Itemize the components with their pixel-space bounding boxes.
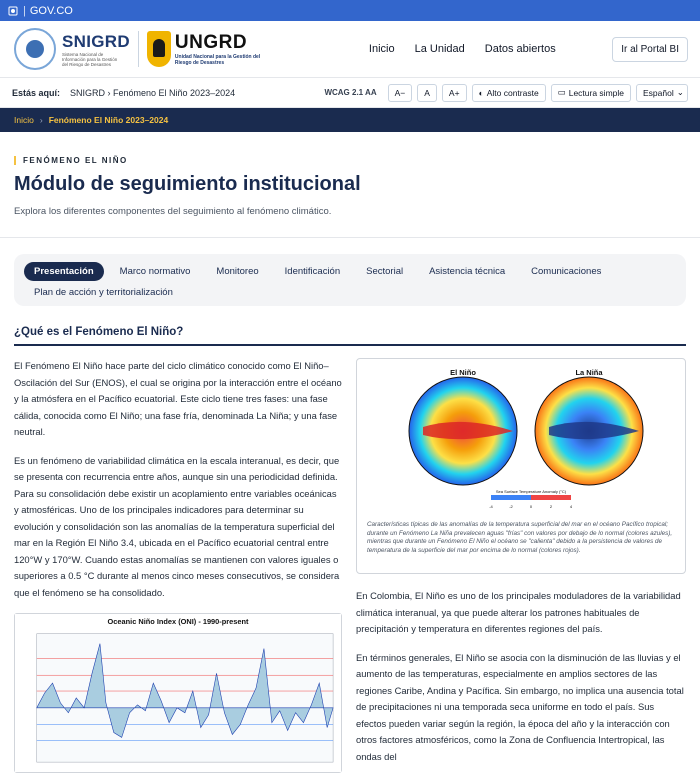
oni-chart-image [14,613,342,773]
contrast-icon: ◐ [478,87,484,98]
hero-eyebrow: FENÓMENO EL NIÑO [14,156,686,165]
tab-presentacion[interactable]: Presentación [24,262,104,281]
tab-plan-de-accion[interactable]: Plan de acción y territorialización [34,287,173,298]
breadcrumb-current: Fenómeno El Niño 2023–2024 [48,115,169,125]
tab-sectorial[interactable]: Sectorial [366,266,404,277]
tab-monitoreo[interactable]: Monitoreo [216,266,259,277]
tab-asistencia-tecnica[interactable]: Asistencia técnica [429,266,506,277]
scale-tick: -2 [509,504,513,509]
snigrd-emblem-icon [14,28,56,70]
snigrd-logo[interactable] [14,28,130,70]
simple-read-button[interactable] [551,84,631,102]
enso-globes-graphic [363,365,681,515]
chevron-down-icon: ⌄ [676,87,684,97]
breadcrumb-chevron-icon: › [39,115,43,125]
content-columns [14,358,686,777]
site-header [0,21,700,78]
breadcrumb [0,108,700,132]
enso-globes-image [363,365,679,515]
font-decrease-button[interactable]: A− [388,84,413,102]
scale-tick: -4 [489,504,493,509]
scale-label: Sea Surface Temperature Anomaly (°C) [495,489,567,494]
tab-list [24,262,676,302]
gov-bar [0,0,700,21]
accessibility-tools [324,84,688,102]
figure-caption: Características típicas de las anomalías de la temperatura superficial del mar en el océano Pacífico tropical; durante un Fenómeno La Niña prevalecen aguas "frías" con valores por debajo de lo normal (colores azules), mientras que durante un Fenómeno El Niño el océano se "calienta" debido a la persistencia de valores de temperatura de la superficie del mar por encima de lo normal (colores rojos). [367,521,673,554]
simple-read-label: Lectura simple [568,87,624,98]
font-increase-button[interactable]: A+ [442,84,467,102]
right-column [356,358,686,777]
high-contrast-label: Alto contraste [486,87,539,98]
book-icon: ▭ [557,87,566,97]
colombia-paragraph-2: En términos generales, El Niño se asocia con la disminución de las lluvias y el aumento de las temperaturas, especialmente en amplios sectores de las regiones Caribe, Andina y Pacífica. Sin embargo, no implica una ausencia total de precipitaciones ni una temporada seca uniforme en todo el país. Sus efectos pueden variar según la región, la época del año y la interacción con otros factores atmosféricos, como la Zona de Confluencia Intertropical, las ondas del [356,651,684,762]
oni-chart-graphic [15,614,341,772]
intro-paragraph-2: Es un fenómeno de variabilidad climática en la escala interanual, es decir, que se presenta con recurrencia entre años, aunque sin una periodicidad definida. Para su consolidación debe existir un acoplamiento entre variables oceánicas y atmosféricas. Uno de los principales indicadores para determinar su evolución y consolidación son las anomalías de la temperatura superficial del mar en la Región El Niño 3.4, ubicada en el Pacífico ecuatorial central entre 120°W y 170°W. Cuando estas anomalías se mantienen con valores iguales o superiores a 0.5 °C durante al menos cinco meses consecutivos, se considera que el fenómeno se ha consolidado. [14,454,340,598]
nav-item-inicio[interactable]: Inicio [368,43,395,55]
tabs-container [14,254,686,306]
intro-paragraph-1: El Fenómeno El Niño hace parte del ciclo climático conocido como El Niño–Oscilación del Sur (ENOS), el cual se origina por la interacción entre el océano y la atmósfera en el Pacífico ecuatorial. Este ciclo tiene tres fases: una fase cálida, conocida como El Niño; una fase fría, denominada La Niña; y una fase neutral. [14,360,342,437]
location-breadcrumb: SNIGRD › Fenómeno El Niño 2023–2024 [70,87,236,98]
nav-item-datos-abiertos[interactable]: Datos abiertos [484,43,556,55]
gov-label[interactable]: GOV.CO [29,4,73,17]
ungrd-title: UNGRD [174,32,248,53]
ungrd-logo[interactable] [147,31,261,67]
scale-tick: 4 [569,504,573,509]
language-value: Español [643,87,674,98]
gov-shield-icon [8,6,18,16]
tab-marco-normativo[interactable]: Marco normativo [119,266,191,277]
right-text [356,588,686,765]
tab-comunicaciones[interactable]: Comunicaciones [531,266,602,277]
tab-identificacion[interactable]: Identificación [284,266,341,277]
gov-separator: | [23,4,26,17]
oni-chart-title: Oceanic Niño Index (ONI) - 1990-present [107,616,249,626]
logo-divider [138,31,139,67]
page-subtitle: Explora los diferentes componentes del seguimiento al fenómeno climático. [14,206,332,217]
location-label: Estás aquí: [12,87,61,98]
section-title: ¿Qué es el Fenómeno El Niño? [14,326,686,346]
nav-item-la-unidad[interactable]: La Unidad [414,43,465,55]
wcag-badge: WCAG 2.1 AA [324,88,377,97]
ungrd-subtitle: Unidad Nacional para la Gestión del Riesgo de Desastres [174,54,261,66]
left-column [14,358,342,777]
high-contrast-button[interactable] [472,84,546,102]
page-title: Módulo de seguimiento institucional [14,173,361,195]
accessibility-bar [0,78,700,108]
snigrd-subtitle: Sistema Nacional de Información para la Gestión del Riesgo de Desastres [62,51,118,67]
main-nav [369,43,556,55]
language-select[interactable] [636,84,688,102]
scale-tick: 0 [529,504,533,509]
hero [0,132,700,238]
ungrd-emblem-icon [147,31,171,67]
colombia-paragraph-1: En Colombia, El Niño es uno de los principales moduladores de la variabilidad climática interanual, ya que puede alterar los patrones habituales de precipitación y temperatura en diferentes regiones del país. [356,590,681,634]
la-nina-label: La Niña [575,368,603,377]
breadcrumb-home[interactable]: Inicio [14,115,34,125]
portal-bi-button[interactable]: Ir al Portal BI [612,37,688,62]
snigrd-title: SNIGRD [62,31,130,51]
font-reset-button[interactable]: A [417,84,437,102]
scale-tick: 2 [549,504,553,509]
enso-figure [356,358,686,574]
el-nino-label: El Niño [450,368,476,377]
